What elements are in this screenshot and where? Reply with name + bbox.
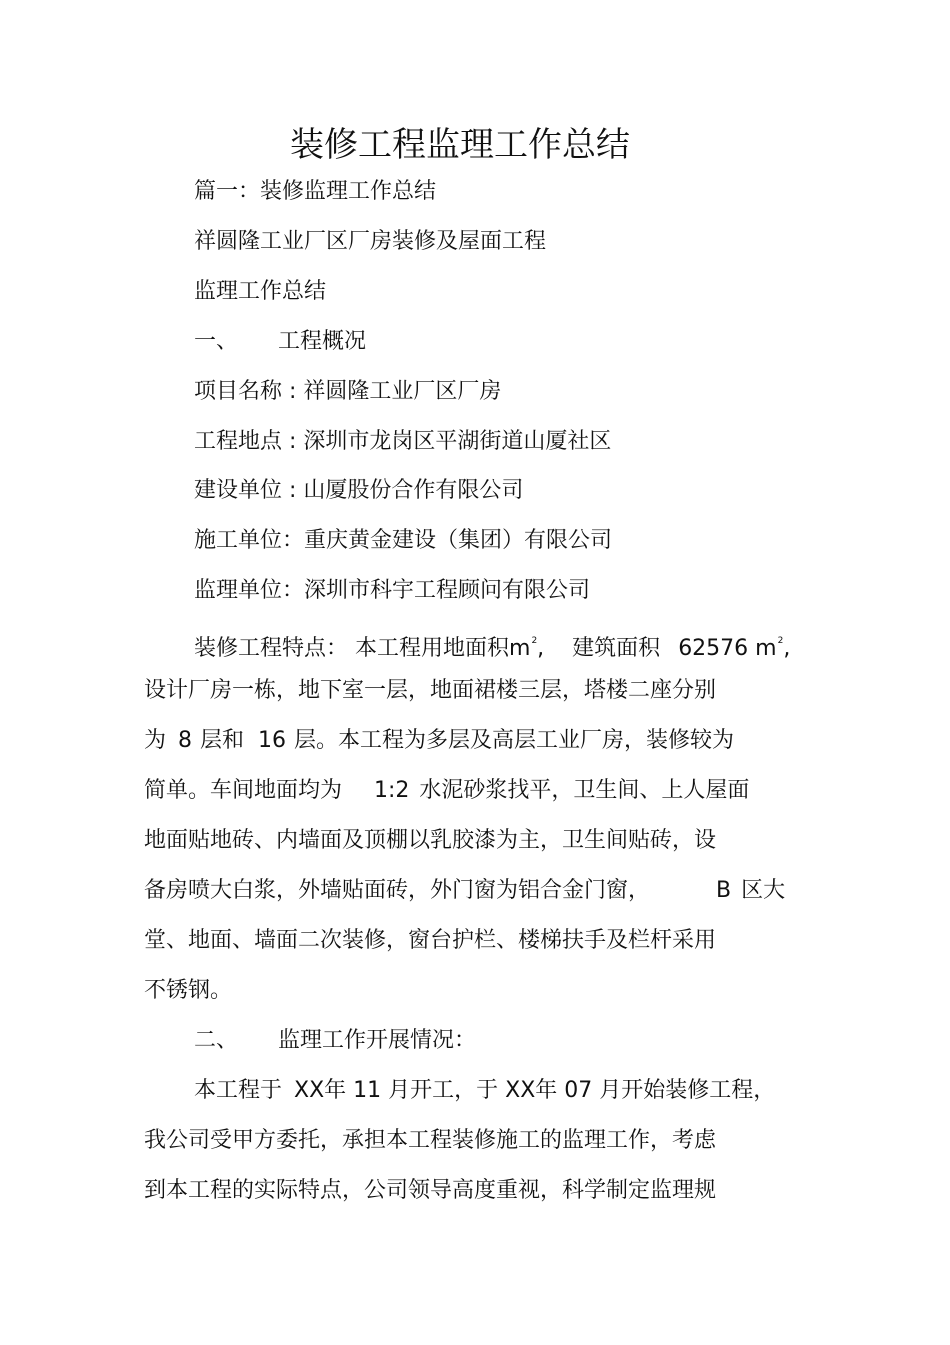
project-name-line: 祥圆隆工业厂区厂房装修及屋面工程 [194, 229, 547, 254]
section-number: 二、 [194, 1028, 239, 1053]
project-name-field: 项目名称 : 祥圆隆工业厂区厂房 [194, 379, 502, 404]
text-run: 层。本工程为多层及高层工业厂房，装修较为 [294, 728, 735, 753]
text-run: 区大 [741, 878, 786, 903]
text-run: XX年 11 月开工，于 XX年 07 月开始装修工程， [294, 1078, 776, 1103]
supervision-unit-field: 监理单位：深圳市科宇工程顾问有限公司 [194, 578, 591, 603]
unit-superscript: 2 [777, 636, 784, 646]
paragraph-line: 不锈钢。 [144, 978, 233, 1003]
area-label: 建筑面积 [572, 636, 661, 661]
text-run: 层和 [200, 728, 245, 753]
section-number: 一、 [194, 329, 239, 354]
punctuation: , [783, 636, 791, 661]
text-run: 本工程于 [194, 1078, 283, 1103]
text-run: 8 [178, 728, 193, 753]
unit-superscript: 2 [531, 636, 538, 646]
text-run: B [716, 878, 732, 903]
paragraph-line: 到本工程的实际特点，公司领导高度重视，科学制定监理规 [144, 1178, 717, 1203]
text-run: 1:2 [374, 778, 410, 803]
section-two-heading [194, 1026, 476, 1056]
paragraph-line: 我公司受甲方委托，承担本工程装修施工的监理工作，考虑 [144, 1128, 717, 1153]
text-run: 简单。车间地面均为 [144, 778, 343, 803]
text-run: 备房喷大白浆，外墙贴面砖，外门窗为铝合金门窗， [144, 878, 651, 903]
section-title: 工程概况 [278, 329, 367, 354]
text-run: 水泥砂浆找平，卫生间、上人屋面 [419, 778, 750, 803]
area-value: 62576 m [678, 636, 777, 661]
text-run: 为 [144, 728, 167, 753]
summary-heading: 监理工作总结 [194, 279, 327, 304]
text-run: 16 [258, 728, 287, 753]
construction-unit-field: 施工单位：重庆黄金建设（集团）有限公司 [194, 528, 613, 553]
paragraph-line [144, 776, 749, 806]
paragraph-line: 设计厂房一栋，地下室一层，地面裙楼三层，塔楼二座分别 [144, 678, 717, 703]
client-unit-field: 建设单位 : 山厦股份合作有限公司 [194, 478, 524, 503]
project-features-line [194, 626, 790, 664]
project-location-field: 工程地点 : 深圳市龙岗区平湖街道山厦社区 [194, 429, 612, 454]
document-title: 装修工程监理工作总结 [290, 125, 630, 165]
features-label: 装修工程特点： 本工程用地面积m [194, 636, 531, 661]
paragraph-line: 地面贴地砖、内墙面及顶棚以乳胶漆为主，卫生间贴砖，设 [144, 828, 717, 853]
chapter-heading: 篇一：装修监理工作总结 [194, 179, 437, 204]
paragraph-line [144, 876, 785, 906]
paragraph-line [144, 726, 734, 756]
punctuation: , [537, 636, 545, 661]
paragraph-line [194, 1076, 775, 1106]
section-title: 监理工作开展情况： [278, 1028, 477, 1053]
paragraph-line: 堂、地面、墙面二次装修，窗台护栏、楼梯扶手及栏杆采用 [144, 928, 717, 953]
section-one-heading [194, 327, 366, 357]
